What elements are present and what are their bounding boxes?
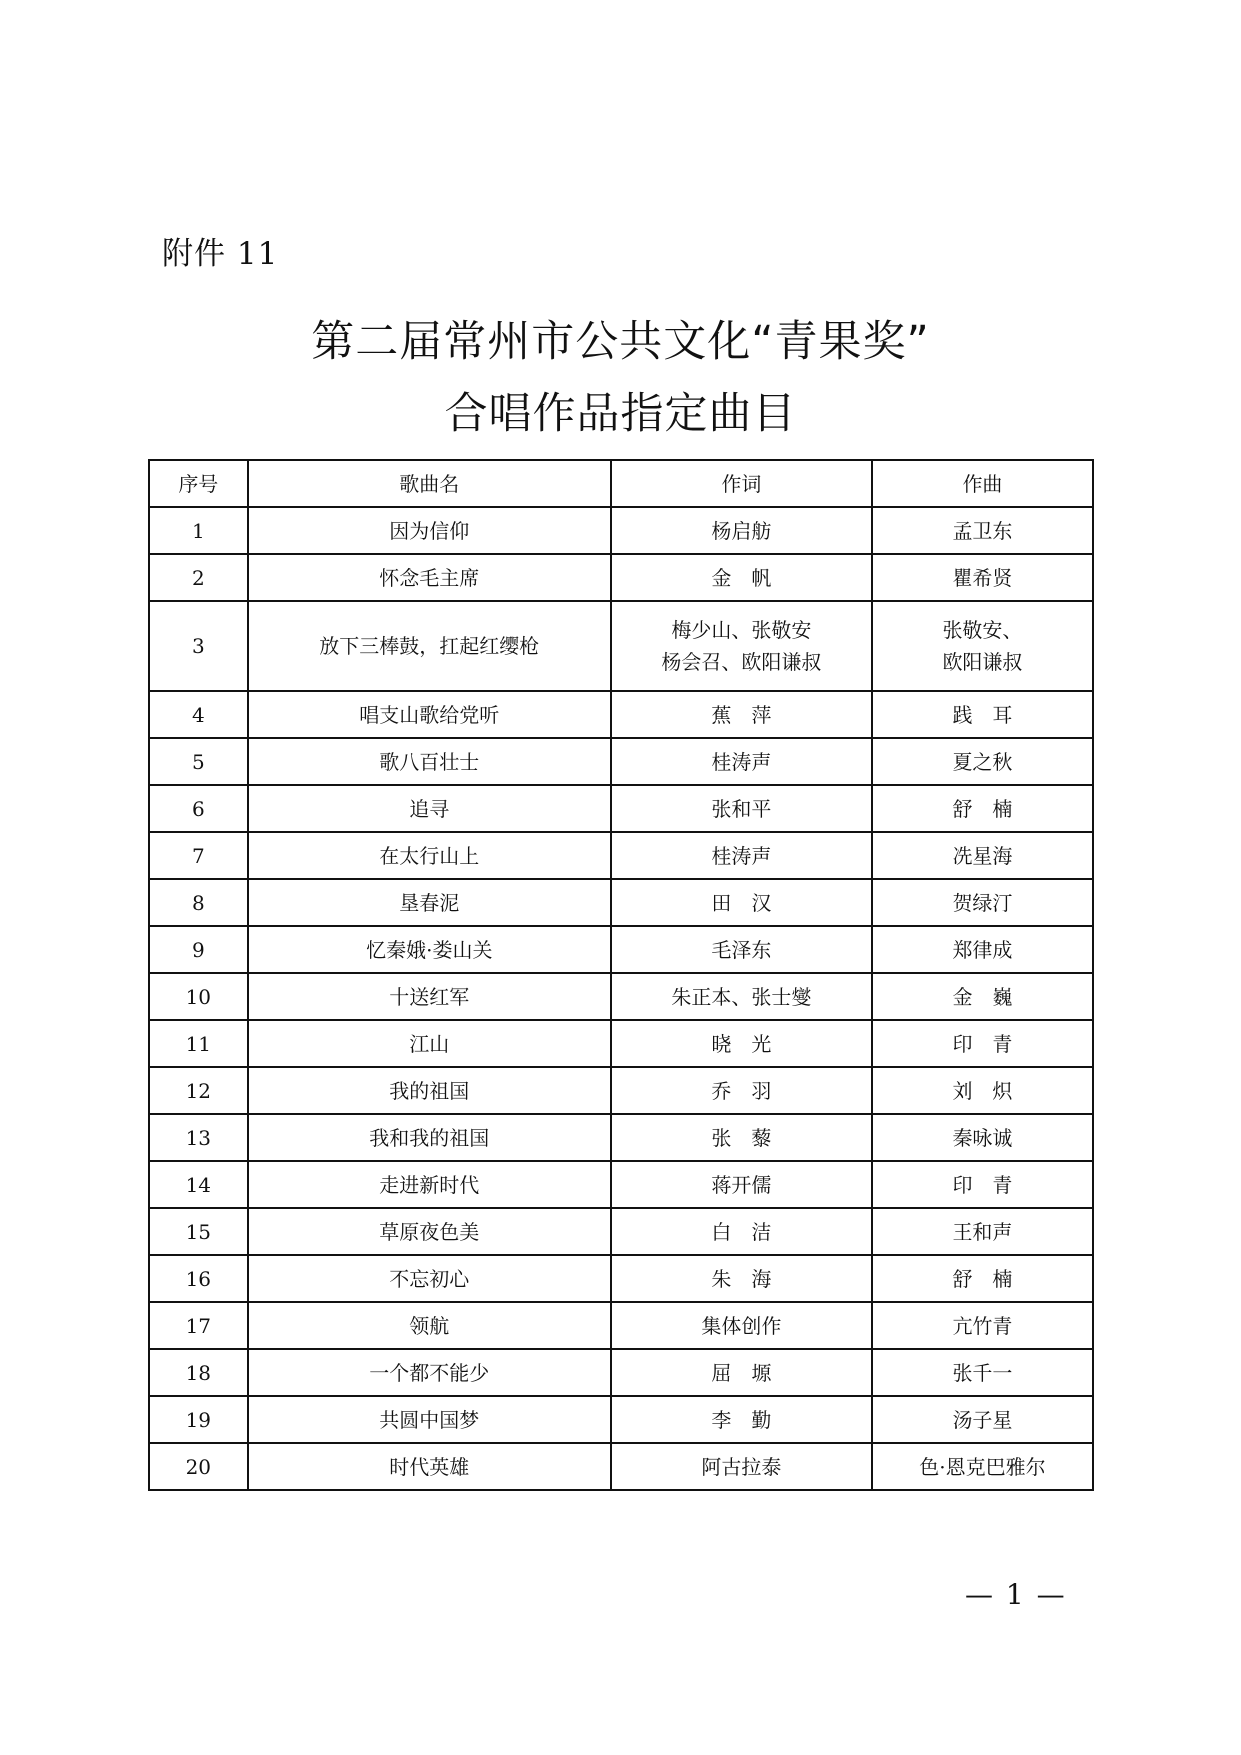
cell-composer: 刘 炽 xyxy=(872,1067,1093,1114)
cell-index: 19 xyxy=(149,1396,248,1443)
cell-lyricist: 蕉 萍 xyxy=(611,691,872,738)
cell-index: 9 xyxy=(149,926,248,973)
cell-lyricist: 金 帆 xyxy=(611,554,872,601)
cell-lyricist: 张 藜 xyxy=(611,1114,872,1161)
song-table xyxy=(148,459,1094,1491)
cell-song-title: 因为信仰 xyxy=(248,507,611,554)
cell-index: 1 xyxy=(149,507,248,554)
cell-index: 10 xyxy=(149,973,248,1020)
cell-lyricist: 李 勤 xyxy=(611,1396,872,1443)
cell-composer: 郑律成 xyxy=(872,926,1093,973)
cell-index: 2 xyxy=(149,554,248,601)
cell-composer: 张敬安、 欧阳谦叔 xyxy=(872,601,1093,691)
cell-song-title: 江山 xyxy=(248,1020,611,1067)
cell-index: 12 xyxy=(149,1067,248,1114)
cell-composer: 践 耳 xyxy=(872,691,1093,738)
cell-song-title: 不忘初心 xyxy=(248,1255,611,1302)
cell-index: 3 xyxy=(149,601,248,691)
table-row xyxy=(149,507,1093,554)
table-row xyxy=(149,601,1093,691)
cell-lyricist: 阿古拉泰 xyxy=(611,1443,872,1490)
cell-song-title: 一个都不能少 xyxy=(248,1349,611,1396)
cell-lyricist: 杨启舫 xyxy=(611,507,872,554)
document-title-line1: 第二届常州市公共文化“青果奖” xyxy=(311,317,930,367)
header-lyricist: 作词 xyxy=(611,460,872,507)
cell-song-title: 我和我的祖国 xyxy=(248,1114,611,1161)
cell-lyricist: 屈 塬 xyxy=(611,1349,872,1396)
cell-composer: 张千一 xyxy=(872,1349,1093,1396)
cell-index: 20 xyxy=(149,1443,248,1490)
cell-lyricist: 毛泽东 xyxy=(611,926,872,973)
header-song-title: 歌曲名 xyxy=(248,460,611,507)
cell-index: 11 xyxy=(149,1020,248,1067)
table-row xyxy=(149,1255,1093,1302)
table-row xyxy=(149,926,1093,973)
cell-lyricist: 朱 海 xyxy=(611,1255,872,1302)
table-row xyxy=(149,1302,1093,1349)
cell-composer: 印 青 xyxy=(872,1020,1093,1067)
cell-song-title: 忆秦娥·娄山关 xyxy=(248,926,611,973)
cell-lyricist: 桂涛声 xyxy=(611,738,872,785)
cell-composer: 夏之秋 xyxy=(872,738,1093,785)
table-row xyxy=(149,1067,1093,1114)
table-row xyxy=(149,554,1093,601)
table-row xyxy=(149,1443,1093,1490)
table-row xyxy=(149,738,1093,785)
cell-composer: 色·恩克巴雅尔 xyxy=(872,1443,1093,1490)
cell-index: 15 xyxy=(149,1208,248,1255)
table-row xyxy=(149,1349,1093,1396)
table-row xyxy=(149,1396,1093,1443)
cell-lyricist: 晓 光 xyxy=(611,1020,872,1067)
cell-song-title: 在太行山上 xyxy=(248,832,611,879)
cell-index: 16 xyxy=(149,1255,248,1302)
cell-song-title: 歌八百壮士 xyxy=(248,738,611,785)
document-title-line2: 合唱作品指定曲目 xyxy=(444,389,797,439)
table-row xyxy=(149,973,1093,1020)
cell-lyricist: 乔 羽 xyxy=(611,1067,872,1114)
header-index: 序号 xyxy=(149,460,248,507)
cell-lyricist: 张和平 xyxy=(611,785,872,832)
cell-lyricist: 田 汉 xyxy=(611,879,872,926)
cell-index: 7 xyxy=(149,832,248,879)
cell-index: 4 xyxy=(149,691,248,738)
cell-composer: 冼星海 xyxy=(872,832,1093,879)
cell-song-title: 垦春泥 xyxy=(248,879,611,926)
cell-song-title: 怀念毛主席 xyxy=(248,554,611,601)
cell-index: 17 xyxy=(149,1302,248,1349)
table-row xyxy=(149,879,1093,926)
cell-song-title: 共圆中国梦 xyxy=(248,1396,611,1443)
table-row xyxy=(149,1020,1093,1067)
table-row xyxy=(149,785,1093,832)
table-header-row xyxy=(149,460,1093,507)
cell-lyricist: 集体创作 xyxy=(611,1302,872,1349)
cell-lyricist: 白 洁 xyxy=(611,1208,872,1255)
cell-lyricist: 梅少山、张敬安 杨会召、欧阳谦叔 xyxy=(611,601,872,691)
cell-song-title: 我的祖国 xyxy=(248,1067,611,1114)
cell-composer: 舒 楠 xyxy=(872,785,1093,832)
cell-index: 5 xyxy=(149,738,248,785)
cell-composer: 亢竹青 xyxy=(872,1302,1093,1349)
table-row xyxy=(149,691,1093,738)
page-number: — 1 — xyxy=(965,1578,1067,1611)
table-row xyxy=(149,832,1093,879)
cell-song-title: 放下三棒鼓，扛起红缨枪 xyxy=(248,601,611,691)
cell-composer: 印 青 xyxy=(872,1161,1093,1208)
table-row xyxy=(149,1161,1093,1208)
cell-lyricist: 朱正本、张士燮 xyxy=(611,973,872,1020)
cell-song-title: 十送红军 xyxy=(248,973,611,1020)
cell-composer: 孟卫东 xyxy=(872,507,1093,554)
cell-song-title: 唱支山歌给党听 xyxy=(248,691,611,738)
table-row xyxy=(149,1114,1093,1161)
cell-lyricist: 桂涛声 xyxy=(611,832,872,879)
cell-song-title: 草原夜色美 xyxy=(248,1208,611,1255)
cell-composer: 王和声 xyxy=(872,1208,1093,1255)
cell-composer: 贺绿汀 xyxy=(872,879,1093,926)
header-composer: 作曲 xyxy=(872,460,1093,507)
table-row xyxy=(149,1208,1093,1255)
cell-index: 13 xyxy=(149,1114,248,1161)
cell-index: 6 xyxy=(149,785,248,832)
cell-index: 14 xyxy=(149,1161,248,1208)
cell-composer: 秦咏诚 xyxy=(872,1114,1093,1161)
cell-lyricist: 蒋开儒 xyxy=(611,1161,872,1208)
cell-composer: 金 巍 xyxy=(872,973,1093,1020)
cell-song-title: 追寻 xyxy=(248,785,611,832)
attachment-label: 附件 11 xyxy=(162,236,279,272)
cell-composer: 瞿希贤 xyxy=(872,554,1093,601)
cell-composer: 汤子星 xyxy=(872,1396,1093,1443)
cell-song-title: 时代英雄 xyxy=(248,1443,611,1490)
cell-index: 8 xyxy=(149,879,248,926)
cell-index: 18 xyxy=(149,1349,248,1396)
cell-composer: 舒 楠 xyxy=(872,1255,1093,1302)
cell-song-title: 走进新时代 xyxy=(248,1161,611,1208)
cell-song-title: 领航 xyxy=(248,1302,611,1349)
